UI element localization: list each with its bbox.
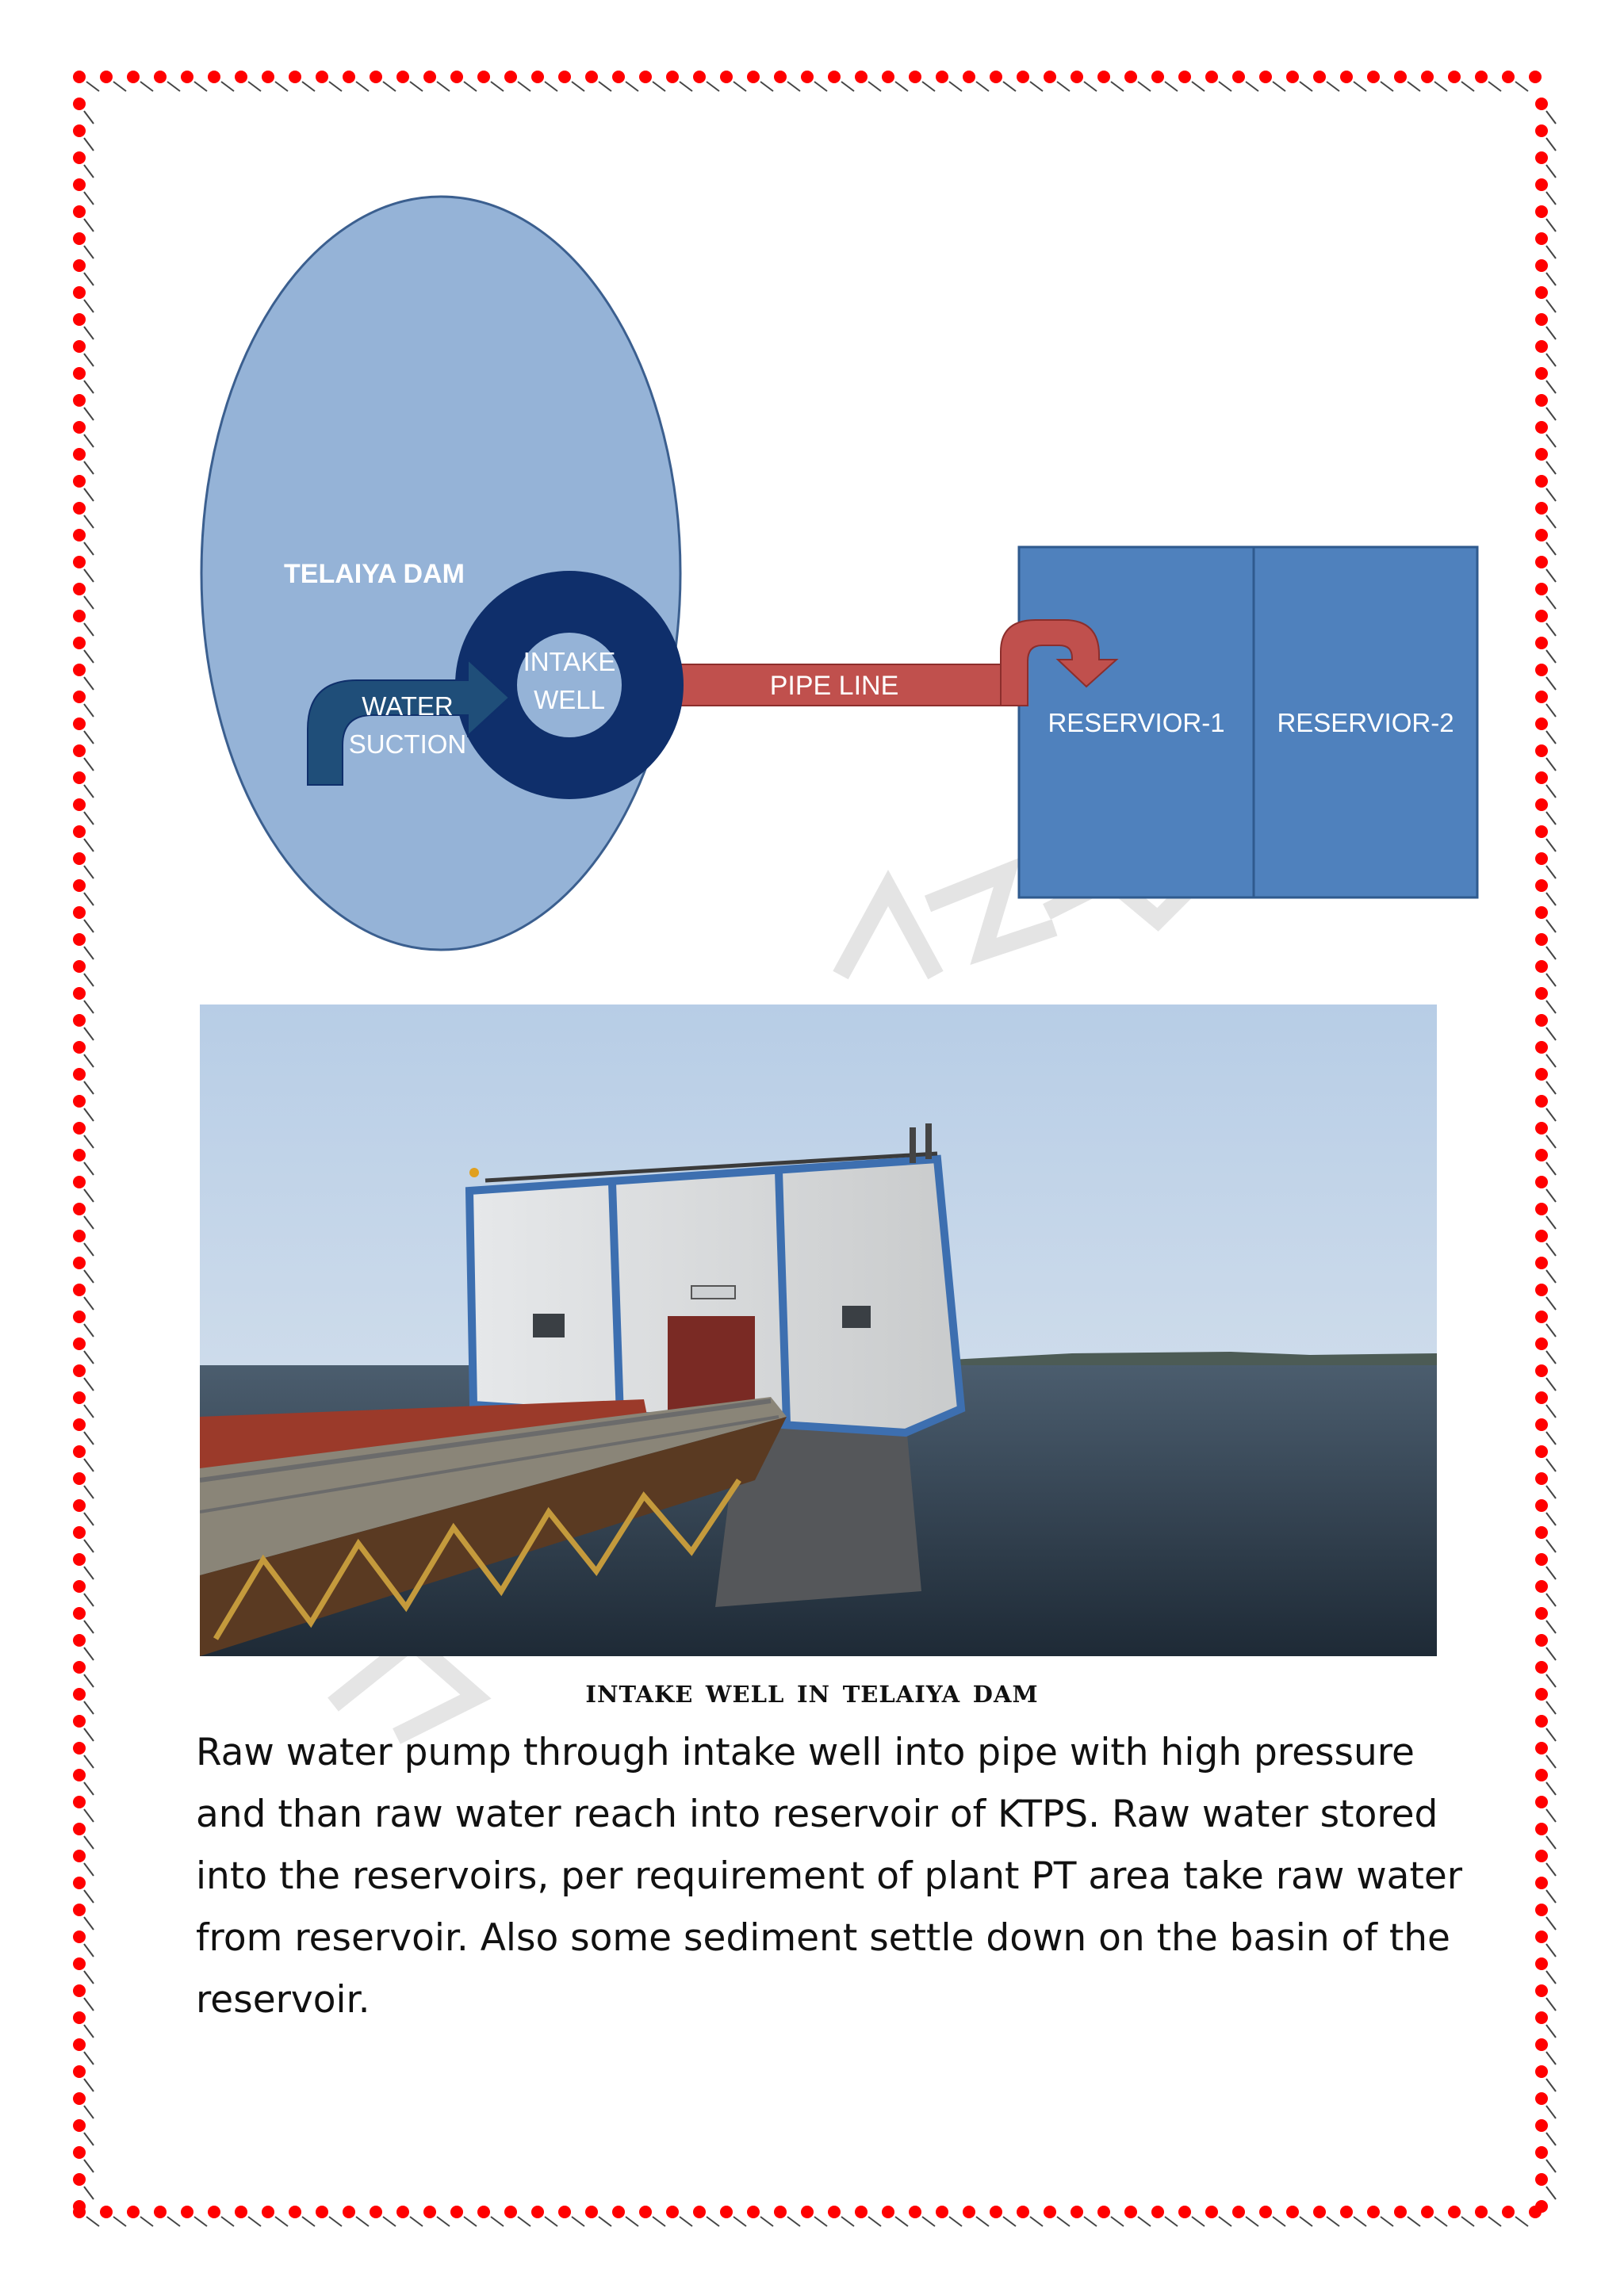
border-dot — [666, 2206, 679, 2218]
border-dash — [84, 1108, 94, 1121]
border-dot — [73, 1418, 86, 1431]
border-dot — [801, 2206, 814, 2218]
border-dash — [84, 1836, 94, 1849]
border-dash — [1003, 2217, 1016, 2226]
border-dot — [73, 1041, 86, 1054]
border-dash — [84, 2079, 94, 2091]
border-dash — [707, 2217, 719, 2226]
border-dot — [1535, 1742, 1548, 1755]
border-dot — [73, 1526, 86, 1539]
border-dot — [73, 1122, 86, 1135]
border-dash — [84, 1998, 94, 2011]
border-dot — [235, 2206, 247, 2218]
border-dash — [1219, 2217, 1231, 2226]
pipe-label: PIPE LINE — [769, 671, 899, 701]
border-dot — [612, 2206, 625, 2218]
border-dot — [1535, 1957, 1548, 1970]
border-dot — [1535, 1095, 1548, 1108]
border-dash — [167, 2217, 180, 2226]
border-dash — [84, 1567, 94, 1579]
border-dot — [1535, 1041, 1548, 1054]
border-dot — [639, 2206, 652, 2218]
border-dash — [599, 2217, 611, 2226]
border-dot — [73, 1230, 86, 1242]
border-dash — [221, 2217, 234, 2226]
border-dash — [84, 1189, 94, 1202]
border-dot — [585, 2206, 598, 2218]
photo-caption: intake well in telaiya dam — [585, 1671, 1039, 1710]
border-dot — [1421, 2206, 1434, 2218]
border-dot — [343, 2206, 355, 2218]
border-dash — [949, 2217, 962, 2226]
border-dash — [84, 2160, 94, 2172]
border-dot — [1535, 2065, 1548, 2078]
body-line: and than raw water reach into reservoir of KTPS. Raw water stored — [196, 1793, 1438, 1836]
border-dash — [1461, 2217, 1474, 2226]
border-dot — [477, 2206, 490, 2218]
border-dash — [84, 1324, 94, 1337]
border-dot — [1535, 1769, 1548, 1781]
border-dot — [73, 1634, 86, 1647]
border-dash — [84, 1540, 94, 1552]
border-dot — [262, 2206, 274, 2218]
border-dot — [1535, 1337, 1548, 1350]
border-dot — [73, 1176, 86, 1188]
border-dash — [1546, 1513, 1556, 1525]
border-dot — [1475, 2206, 1488, 2218]
border-dot — [73, 1904, 86, 1916]
border-dash — [1546, 1270, 1556, 1283]
border-dot — [963, 2206, 975, 2218]
border-dot — [1535, 1526, 1548, 1539]
border-dash — [84, 1782, 94, 1795]
border-dash — [1354, 2217, 1366, 2226]
border-dot — [1205, 2206, 1218, 2218]
border-dot — [1017, 2206, 1029, 2218]
border-dash — [545, 2217, 557, 2226]
border-dash — [733, 2217, 746, 2226]
border-dash — [1546, 1216, 1556, 1229]
border-dot — [73, 1095, 86, 1108]
border-dash — [248, 2217, 261, 2226]
border-dash — [1111, 2217, 1124, 2226]
border-dash — [84, 1809, 94, 1822]
border-dash — [1546, 2187, 1556, 2199]
border-dot — [73, 1364, 86, 1377]
border-dash — [86, 2217, 99, 2226]
intake-label-line1: INTAKE — [523, 647, 616, 676]
border-dash — [1546, 1351, 1556, 1364]
body-line: Raw water pump through intake well into pipe with high pressure — [196, 1731, 1415, 1774]
border-dot — [1044, 2206, 1056, 2218]
border-dash — [1546, 1324, 1556, 1337]
intake-label-line2: WELL — [534, 685, 605, 714]
border-dash — [626, 2217, 638, 2226]
border-dot — [747, 2206, 760, 2218]
border-dot — [423, 2206, 436, 2218]
border-dot — [73, 1337, 86, 1350]
border-dot — [316, 2206, 328, 2218]
border-dot — [73, 1796, 86, 1808]
border-dash — [84, 1755, 94, 1768]
border-dot — [1535, 1634, 1548, 1647]
border-dash — [84, 1513, 94, 1525]
border-dash — [1546, 1162, 1556, 1175]
border-dash — [84, 2052, 94, 2064]
border-dot — [1535, 1311, 1548, 1323]
border-dash — [1138, 2217, 1151, 2226]
border-dash — [1546, 1998, 1556, 2011]
border-dash — [1546, 1594, 1556, 1606]
border-dash — [1546, 1944, 1556, 1957]
border-dot — [73, 1445, 86, 1458]
border-dash — [895, 2217, 908, 2226]
border-dot — [73, 1284, 86, 1296]
border-dash — [1300, 2217, 1312, 2226]
border-dash — [84, 1243, 94, 1256]
border-dot — [504, 2206, 517, 2218]
border-dash — [84, 1486, 94, 1498]
border-dot — [73, 1149, 86, 1161]
border-dot — [73, 1580, 86, 1593]
border-dash — [1546, 1243, 1556, 1256]
border-dash — [680, 2217, 692, 2226]
border-dash — [1084, 2217, 1097, 2226]
border-dot — [882, 2206, 894, 2218]
border-dash — [1546, 1135, 1556, 1148]
border-dash — [491, 2217, 504, 2226]
border-dash — [1381, 2217, 1393, 2226]
border-dash — [84, 1378, 94, 1391]
border-dot — [1535, 1445, 1548, 1458]
suction-label-line1: WATER — [362, 691, 454, 721]
border-dash — [84, 2187, 94, 2199]
border-dash — [841, 2217, 854, 2226]
border-dash — [84, 1405, 94, 1418]
border-dot — [73, 2119, 86, 2132]
border-dash — [84, 1594, 94, 1606]
border-dot — [73, 2146, 86, 2159]
border-dot — [828, 2206, 841, 2218]
border-dot — [73, 2200, 86, 2213]
border-dot — [73, 1715, 86, 1728]
border-dash — [1546, 1567, 1556, 1579]
border-dash — [84, 1917, 94, 1930]
border-dot — [1124, 2206, 1137, 2218]
border-dash — [329, 2217, 342, 2226]
border-dash — [1057, 2217, 1070, 2226]
border-dot — [1535, 1607, 1548, 1620]
border-dot — [73, 2065, 86, 2078]
border-dot — [855, 2206, 868, 2218]
border-dot — [208, 2206, 220, 2218]
border-dot — [1535, 2038, 1548, 2051]
border-dot — [73, 2092, 86, 2105]
border-dot — [1071, 2206, 1083, 2218]
border-dash — [1546, 2052, 1556, 2064]
border-dash — [1546, 2133, 1556, 2145]
border-dash — [84, 1971, 94, 1984]
border-dash — [383, 2217, 396, 2226]
border-dash — [1546, 1755, 1556, 1768]
border-dash — [1546, 2079, 1556, 2091]
border-dash — [1273, 2217, 1285, 2226]
border-dash — [814, 2217, 827, 2226]
border-dot — [1535, 1796, 1548, 1808]
border-dash — [1546, 2160, 1556, 2172]
border-dash — [1546, 1297, 1556, 1310]
border-dash — [1546, 1486, 1556, 1498]
border-dash — [140, 2217, 153, 2226]
border-dot — [1535, 1176, 1548, 1188]
border-dash — [84, 1432, 94, 1445]
intake-well-photo — [200, 1004, 1437, 1656]
border-dash — [1546, 1809, 1556, 1822]
border-dash — [1546, 2025, 1556, 2038]
border-dash — [653, 2217, 665, 2226]
border-dot — [73, 1607, 86, 1620]
border-dash — [1030, 2217, 1043, 2226]
border-dash — [84, 2106, 94, 2118]
border-dash — [437, 2217, 450, 2226]
intake-flow-diagram — [0, 0, 1624, 1031]
border-dot — [531, 2206, 544, 2218]
border-dot — [73, 1850, 86, 1862]
border-dot — [73, 2173, 86, 2186]
border-dot — [990, 2206, 1002, 2218]
border-dot — [73, 1068, 86, 1081]
border-dot — [909, 2206, 921, 2218]
border-dot — [1313, 2206, 1326, 2218]
border-dot — [73, 1203, 86, 1215]
border-dash — [356, 2217, 369, 2226]
border-dot — [1535, 2200, 1548, 2213]
border-dash — [1434, 2217, 1447, 2226]
border-dash — [1246, 2217, 1258, 2226]
border-dash — [1546, 1189, 1556, 1202]
border-dot — [1535, 1203, 1548, 1215]
border-dot — [73, 1499, 86, 1512]
suction-label-line2: SUCTION — [348, 729, 467, 759]
border-dot — [1535, 2119, 1548, 2132]
border-dash — [760, 2217, 773, 2226]
border-dash — [1546, 1459, 1556, 1471]
border-dot — [396, 2206, 409, 2218]
border-dot — [1097, 2206, 1110, 2218]
border-dash — [1546, 2106, 1556, 2118]
border-dash — [84, 2133, 94, 2145]
border-dot — [1535, 1257, 1548, 1269]
border-dash — [1546, 1836, 1556, 1849]
border-dash — [194, 2217, 207, 2226]
reservoir-2-label: RESERVIOR-2 — [1277, 708, 1454, 737]
border-dash — [410, 2217, 423, 2226]
border-dot — [1535, 1149, 1548, 1161]
border-dash — [1546, 1054, 1556, 1067]
border-dash — [84, 1135, 94, 1148]
border-dash — [84, 1081, 94, 1094]
border-dot — [1535, 2011, 1548, 2024]
border-dash — [84, 1647, 94, 1660]
body-line: reservoir. — [196, 1978, 370, 2022]
border-dot — [693, 2206, 706, 2218]
border-dash — [1165, 2217, 1178, 2226]
border-dot — [1535, 1472, 1548, 1485]
border-dot — [1535, 1230, 1548, 1242]
border-dot — [1286, 2206, 1299, 2218]
border-dash — [84, 1270, 94, 1283]
body-paragraph — [196, 1722, 1463, 2031]
border-dash — [1546, 1378, 1556, 1391]
border-dot — [1535, 2173, 1548, 2186]
border-dash — [84, 1297, 94, 1310]
border-dash — [1546, 1917, 1556, 1930]
border-dash — [1327, 2217, 1339, 2226]
border-dot — [558, 2206, 571, 2218]
border-dot — [100, 2206, 113, 2218]
border-dot — [450, 2206, 463, 2218]
border-dash — [1546, 1647, 1556, 1660]
border-dash — [1546, 1540, 1556, 1552]
border-dash — [1546, 1890, 1556, 1903]
border-dot — [181, 2206, 193, 2218]
border-dash — [275, 2217, 288, 2226]
border-dot — [774, 2206, 787, 2218]
border-dash — [84, 1162, 94, 1175]
border-dot — [73, 2011, 86, 2024]
border-dot — [1535, 2146, 1548, 2159]
reservoir-1-label: RESERVIOR-1 — [1048, 708, 1225, 737]
border-dash — [1515, 2217, 1528, 2226]
border-dot — [1535, 1580, 1548, 1593]
border-dot — [1535, 1284, 1548, 1296]
border-dot — [1394, 2206, 1407, 2218]
border-dot — [1535, 1715, 1548, 1728]
border-dash — [1546, 1782, 1556, 1795]
border-dash — [302, 2217, 315, 2226]
border-dot — [1232, 2206, 1245, 2218]
border-dot — [73, 1823, 86, 1835]
border-dash — [1546, 1863, 1556, 1876]
border-dot — [73, 1257, 86, 1269]
body-line: into the reservoirs, per requirement of plant PT area take raw water — [196, 1854, 1463, 1898]
border-dot — [720, 2206, 733, 2218]
dam-label: TELAIYA DAM — [284, 559, 465, 589]
border-dash — [572, 2217, 584, 2226]
border-dot — [73, 1957, 86, 1970]
border-dot — [1535, 1499, 1548, 1512]
border-dot — [1535, 1877, 1548, 1889]
border-dash — [518, 2217, 530, 2226]
border-dot — [1367, 2206, 1380, 2218]
border-dash — [1546, 1405, 1556, 1418]
border-dash — [1192, 2217, 1205, 2226]
border-dash — [84, 1621, 94, 1633]
border-dash — [1546, 1971, 1556, 1984]
border-dash — [868, 2217, 881, 2226]
border-dash — [787, 2217, 800, 2226]
border-dot — [73, 2038, 86, 2051]
border-dash — [976, 2217, 989, 2226]
border-dash — [1546, 1621, 1556, 1633]
border-dot — [936, 2206, 948, 2218]
border-dot — [289, 2206, 301, 2218]
border-dash — [84, 1216, 94, 1229]
border-dot — [370, 2206, 382, 2218]
border-dot — [73, 1391, 86, 1404]
border-dash — [84, 1944, 94, 1957]
border-dot — [1535, 1850, 1548, 1862]
border-dot — [1151, 2206, 1164, 2218]
border-dot — [1448, 2206, 1461, 2218]
border-dot — [1535, 1904, 1548, 1916]
border-dot — [1535, 1823, 1548, 1835]
border-dot — [1535, 1391, 1548, 1404]
border-dot — [1259, 2206, 1272, 2218]
border-dash — [84, 1351, 94, 1364]
border-dot — [127, 2206, 140, 2218]
border-dot — [1535, 2092, 1548, 2105]
border-dot — [73, 1553, 86, 1566]
border-dot — [73, 1984, 86, 1997]
border-dot — [1535, 1984, 1548, 1997]
border-dot — [73, 1742, 86, 1755]
border-dot — [1535, 1553, 1548, 1566]
border-dash — [1488, 2217, 1501, 2226]
border-dash — [84, 1728, 94, 1741]
body-line: from reservoir. Also some sediment settle down on the basin of the — [196, 1916, 1450, 1960]
border-dash — [1408, 2217, 1420, 2226]
border-dot — [154, 2206, 167, 2218]
border-dash — [84, 1890, 94, 1903]
border-dot — [73, 1472, 86, 1485]
border-dot — [73, 1769, 86, 1781]
border-dot — [73, 1311, 86, 1323]
border-dash — [1546, 1728, 1556, 1741]
border-dash — [84, 1054, 94, 1067]
border-dot — [1340, 2206, 1353, 2218]
border-dash — [922, 2217, 935, 2226]
border-dash — [84, 1863, 94, 1876]
border-dash — [84, 2025, 94, 2038]
border-dash — [1546, 1432, 1556, 1445]
border-dot — [1535, 1364, 1548, 1377]
border-dash — [1546, 1081, 1556, 1094]
border-dash — [464, 2217, 477, 2226]
border-dash — [1546, 1108, 1556, 1121]
border-dot — [73, 1931, 86, 1943]
border-dot — [1535, 1068, 1548, 1081]
border-dash — [113, 2217, 126, 2226]
border-dot — [1178, 2206, 1191, 2218]
border-dash — [84, 1459, 94, 1471]
border-dot — [1535, 1418, 1548, 1431]
border-dot — [1502, 2206, 1515, 2218]
border-dot — [1535, 1122, 1548, 1135]
border-dot — [1535, 1931, 1548, 1943]
border-dot — [73, 1877, 86, 1889]
